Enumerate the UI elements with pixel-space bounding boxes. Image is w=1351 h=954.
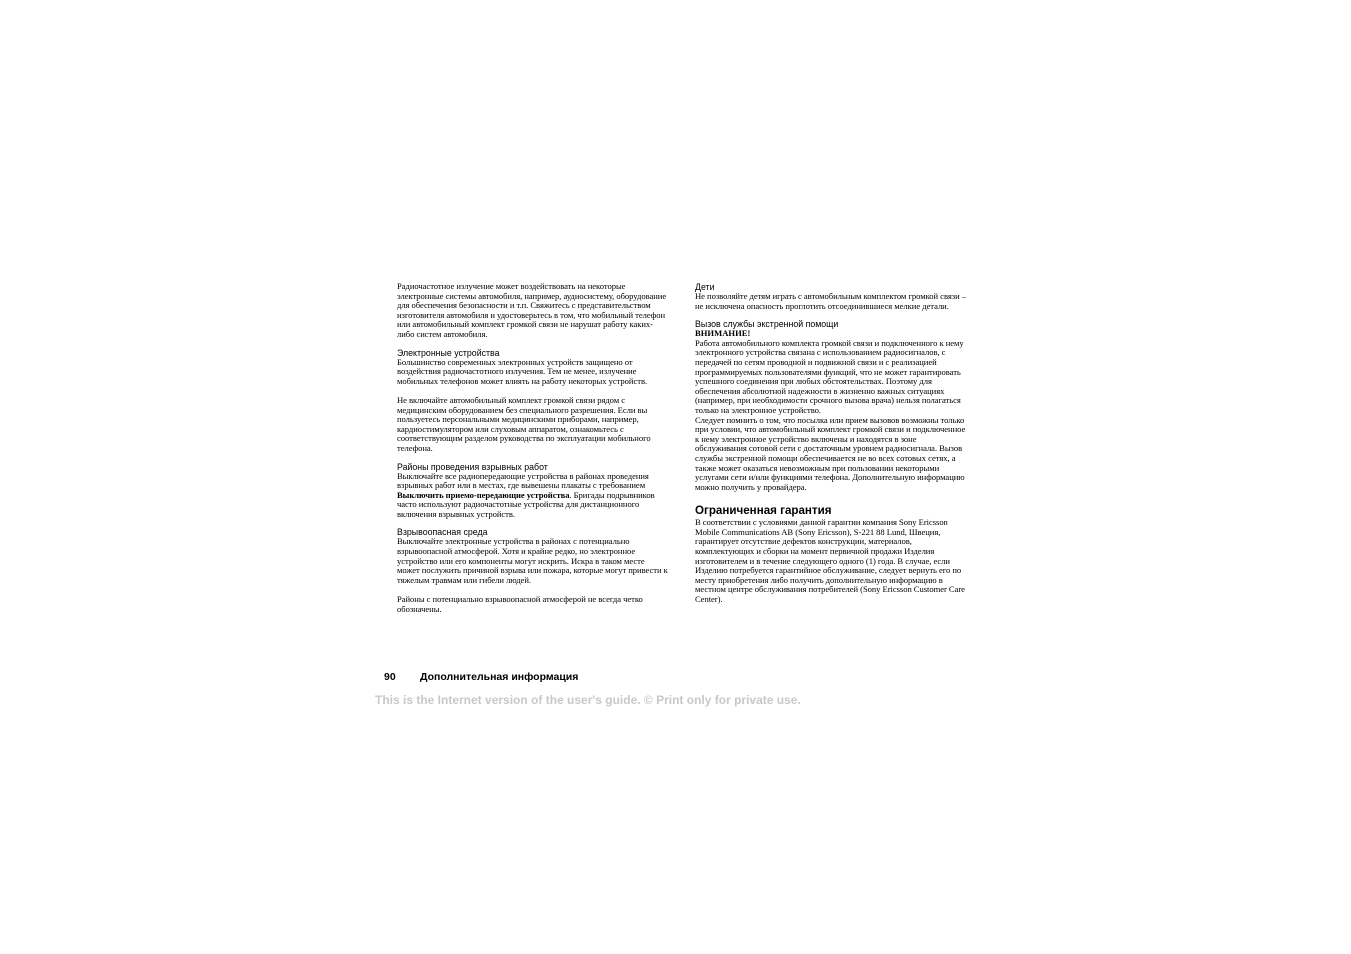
emergency-paragraph-1: Работа автомобильного комплекта громкой связи и подключенного к нему электронного устройства связана с использованием радиосигналов, с передачей по сетям проводной и подвижной связи и с реализацией программируемых пользователями функций, что не может гарантировать успешного соединения при любых обстоятельствах. Поэтому для обеспечения абсолютной надежности в жизненно важных ситуациях (например, при необходимости срочного вызова врача) нельзя полагаться только на электронное устройство.: [695, 337, 964, 415]
blasting-text-before: Выключайте все радиопередающие устройства в районах проведения взрывных работ или в местах, где вывешены плакаты с требованием: [397, 470, 649, 491]
electronic-paragraph-2: Не включайте автомобильный комплект громкой связи рядом с медицинским оборудованием без специального разрешения. Если вы пользуетесь персональными медицинскими приборами, например, кардиостимулятором или слуховым аппаратом, ознакомьтесь с соответствующим разделом руководства по эксплуатации мобильного телефона.: [397, 394, 651, 453]
page-number: 90: [384, 671, 396, 683]
electronic-paragraph-1: Большинство современных электронных устройств защищено от воздействия радиочастотного излучения. Тем не менее, излучение мобильных телефонов может влиять на работу некоторых устройств.: [397, 356, 648, 386]
heading-emergency-calls: Вызов службы экстренной помощи: [695, 319, 839, 330]
heading-limited-warranty: Ограниченная гарантия: [695, 504, 832, 518]
emergency-paragraph-2: Следует помнить о том, что посылка или прием вызовов возможны только при условии, что автомобильный комплект громкой связи и подключенное к нему электронное устройство включены и находятся в зоне обслуживания сотовой сети с достаточным уровнем радиосигнала. Вызов службы экстренной помощи обеспечивается не во всех сотовых сетях, а также может оказаться невозможным при пользовании некоторыми услугами сети и/или функциями телефона. Дополнительную информацию можно получить у провайдера.: [695, 414, 966, 492]
blasting-paragraph: [397, 472, 669, 520]
explosive-paragraph-2: Районы с потенциально взрывоопасной атмосферой не всегда четко обозначены.: [397, 594, 643, 614]
blasting-bold-text: Выключить приемо-передающие устройства: [397, 489, 570, 500]
footer-section-title: Дополнительная информация: [420, 671, 579, 683]
page-footer: [384, 671, 578, 684]
vehicle-paragraph: Радиочастотное излучение может воздействовать на некоторые электронные системы автомобиля, например, аудиосистему, оборудование для обеспечения безопасности и т.п. Свяжитесь с представительством изготовителя автомобиля и удостоверьтесь в том, что мобильный телефон или автомобильный комплект громкой связи не нарушат работу каких-либо систем автомобиля.: [397, 281, 667, 339]
heading-electronic-devices: Электронные устройства: [397, 347, 500, 358]
explosive-paragraph-1: Выключайте электронные устройства в районах с потенциально взрывоопасной атмосферой. Хотя и крайне редко, но электронное устройство или его компоненты могут искрить. Искра в таком месте может послужить причиной взрыва или пожара, которые могут привести к тяжелым травмам или гибели людей.: [397, 536, 668, 585]
children-paragraph: Не позволяйте детям играть с автомобильным комплектом громкой связи – не исключена опасность проглотить отсоединившиеся мелкие детали.: [695, 291, 966, 311]
right-column: [695, 282, 967, 605]
left-column: [397, 282, 669, 614]
heading-blasting-areas: Районы проведения взрывных работ: [397, 461, 548, 472]
watermark-notice: This is the Internet version of the user's guide. © Print only for private use.: [375, 693, 801, 707]
heading-children: Дети: [695, 282, 715, 292]
warranty-paragraph: В соответствии с условиями данной гарантии компания Sony Ericsson Mobile Communications AB (Sony Ericsson), S-221 88 Lund, Швеция, гарантирует отсутствие дефектов конструкции, материалов, комплектующих и сборки на момент первичной продажи Изделия изготовителем и в течение следующего одного (1) года. В случае, если Изделию потребуется гарантийное обслуживание, следует вернуть его по месту приобретения либо получить дополнительную информацию в местном центре обслуживания потребителей (Sony Ericsson Customer Care Center).: [695, 517, 965, 605]
blasting-text-after: . Бригады подрывников часто используют радиочастотные устройства для дистанционного включения взрывных устройств.: [397, 489, 655, 519]
heading-explosive-atmosphere: Взрывоопасная среда: [397, 527, 488, 538]
warning-label: ВНИМАНИЕ!: [695, 328, 751, 339]
